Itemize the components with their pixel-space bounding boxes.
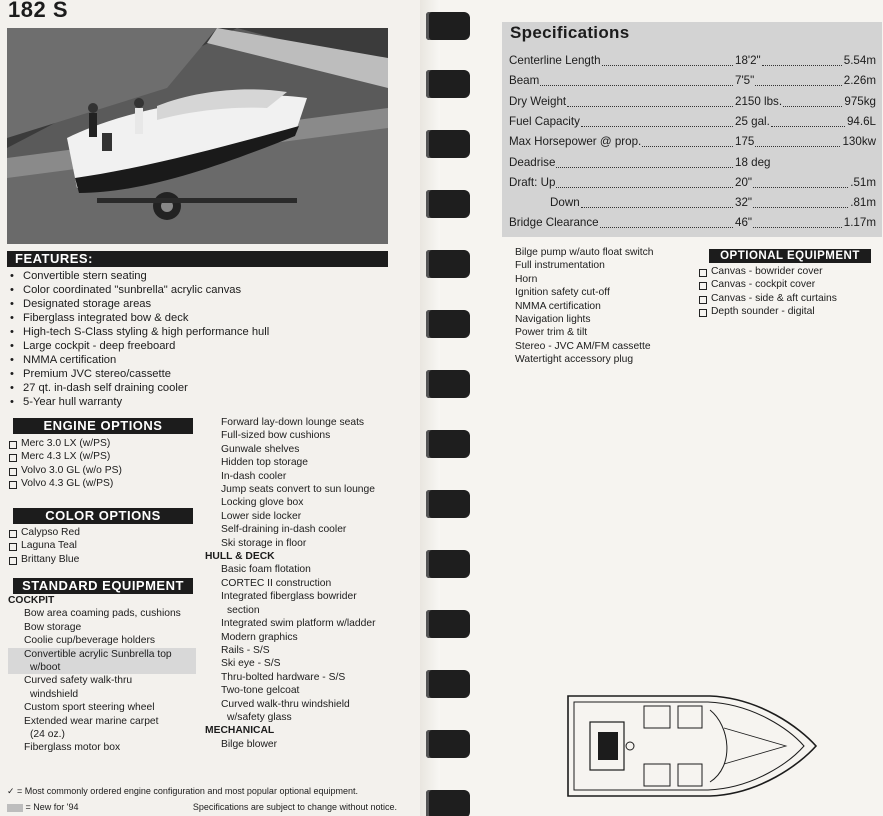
features-heading: FEATURES: (7, 251, 388, 267)
color-option-item: Calypso Red (7, 526, 207, 539)
spec-metric-value: 130kw (842, 135, 876, 149)
feature-item: • NMMA certification (7, 353, 407, 367)
standard-equipment-item: Ski storage in floor (221, 537, 307, 549)
dot-leader (753, 216, 842, 228)
dot-leader (642, 135, 733, 147)
standard-equipment-item: Curved walk-thru windshield (221, 698, 350, 710)
standard-equipment-item: HULL & DECK (205, 551, 275, 563)
feature-item: • Fiberglass integrated bow & deck (7, 311, 407, 325)
spec-us-value: 18 deg (735, 155, 771, 169)
spec-metric-value: 1.17m (843, 216, 876, 230)
feature-item: • 5-Year hull warranty (7, 395, 407, 409)
standard-equipment-item: Bow area coaming pads, cushions (24, 608, 181, 620)
spec-us-value: 2150 lbs. (735, 94, 783, 108)
spec-metric-value: 94.6L (846, 114, 876, 128)
spec-row (509, 193, 876, 213)
standard-equipment-item: Navigation lights (515, 314, 591, 326)
dot-leader (600, 216, 733, 228)
spec-us-value: 18'2" (735, 54, 761, 67)
spec-metric-value: .51m (850, 175, 876, 189)
dot-leader (771, 115, 845, 127)
spec-row (509, 132, 876, 152)
standard-equipment-item: Watertight accessory plug (515, 354, 634, 366)
spec-row (509, 71, 876, 91)
binding-ring (426, 130, 470, 158)
spec-label: Fuel Capacity (509, 114, 580, 128)
engine-options-list (7, 437, 207, 491)
standard-equipment-item: Custom sport steering wheel (24, 702, 155, 714)
standard-equipment-col2 (205, 416, 405, 751)
standard-equipment-item: NMMA certification (515, 300, 601, 312)
standard-equipment-item: w/boot (8, 661, 196, 674)
dot-leader (755, 74, 842, 86)
standard-equipment-col3 (515, 246, 654, 367)
spec-row (509, 112, 876, 132)
dot-leader (753, 176, 848, 188)
standard-equipment-item: Integrated fiberglass bowrider (221, 591, 357, 603)
standard-equipment-item: Modern graphics (221, 631, 298, 643)
spec-label: Dry Weight (509, 94, 567, 108)
spec-label: Draft: Up (509, 175, 556, 189)
spec-us-value: 46" (735, 216, 753, 230)
standard-equipment-item: COCKPIT (8, 595, 55, 606)
specifications-box (502, 22, 882, 237)
optional-equipment-item: Canvas - bowrider cover (697, 265, 877, 278)
standard-equipment-item: Coolie cup/beverage holders (24, 635, 156, 647)
binding-ring (426, 370, 470, 398)
spec-metric-value: 975kg (844, 94, 876, 108)
standard-equipment-item: Convertible acrylic Sunbrella top (8, 648, 196, 661)
standard-equipment-item: Locking glove box (221, 497, 304, 509)
binding-ring (426, 190, 470, 218)
feature-item: • Premium JVC stereo/cassette (7, 367, 407, 381)
standard-equipment-item: Extended wear marine carpet (24, 715, 159, 727)
optional-equipment-heading: OPTIONAL EQUIPMENT (709, 249, 871, 263)
feature-item: • High-tech S-Class styling & high performance hull (7, 325, 407, 339)
color-option-item: Laguna Teal (7, 539, 207, 552)
binding-ring (426, 12, 470, 40)
standard-equipment-item: Thru-bolted hardware - S/S (221, 671, 346, 683)
standard-equipment-item: Ski eye - S/S (221, 658, 281, 670)
standard-equipment-item: In-dash cooler (221, 470, 287, 482)
standard-equipment-item: Two-tone gelcoat (221, 685, 300, 697)
binding-ring (426, 670, 470, 698)
spec-us-value: 175 (735, 135, 755, 149)
standard-equipment-item: Gunwale shelves (221, 443, 300, 455)
standard-equipment-item: CORTEC II construction (221, 577, 332, 589)
standard-equipment-item: Basic foam flotation (221, 564, 311, 576)
standard-equipment-item: Integrated swim platform w/ladder (221, 618, 376, 630)
dot-leader (602, 54, 733, 66)
new-swatch (7, 804, 23, 812)
binding-ring (426, 250, 470, 278)
standard-equipment-item: Forward lay-down lounge seats (221, 417, 365, 428)
standard-equipment-item: Full instrumentation (515, 260, 605, 272)
optional-equipment-item: Depth sounder - digital (697, 305, 877, 318)
optional-equipment-item: Canvas - cockpit cover (697, 278, 877, 291)
binding-ring (426, 70, 470, 98)
standard-equipment-col1 (8, 594, 196, 755)
standard-equipment-item: Bilge blower (221, 738, 278, 750)
spec-us-value: 20" (735, 175, 753, 189)
spec-label: Beam (509, 74, 540, 88)
spec-row (509, 213, 876, 233)
standard-equipment-item: (24 oz.) (30, 729, 65, 741)
spec-metric-value: .81m (850, 196, 876, 210)
spec-label: Max Horsepower @ prop. (509, 135, 642, 149)
features-list (7, 269, 407, 409)
spec-row (509, 153, 876, 173)
engine-option-item: Merc 4.3 LX (w/PS) (7, 450, 207, 463)
dot-leader (783, 95, 842, 107)
footnote-notice: Specifications are subject to change without notice. (192, 802, 397, 812)
feature-item: • 27 qt. in-dash self draining cooler (7, 381, 407, 395)
binding-ring (426, 490, 470, 518)
boat-photo (7, 28, 388, 244)
spec-row (509, 51, 876, 71)
feature-item: • Designated storage areas (7, 297, 407, 311)
standard-equipment-item: Power trim & tilt (515, 327, 588, 339)
standard-equipment-item: Full-sized bow cushions (221, 430, 331, 442)
dot-leader (567, 95, 733, 107)
standard-equipment-item: Bow storage (24, 621, 82, 633)
dot-leader (755, 135, 840, 147)
standard-equipment-heading: STANDARD EQUIPMENT (13, 578, 193, 594)
engine-option-item: Merc 3.0 LX (w/PS) (7, 437, 207, 450)
standard-equipment-item: w/safety glass (227, 711, 292, 723)
feature-item: • Large cockpit - deep freeboard (7, 339, 407, 353)
binding-ring (426, 310, 470, 338)
spec-metric-value: 2.26m (843, 74, 876, 88)
color-options-list (7, 526, 207, 566)
engine-option-item: Volvo 4.3 GL (w/PS) (7, 477, 207, 490)
standard-equipment-item: section (227, 604, 260, 616)
footnote-popular: ✓ = Most commonly ordered engine configuration and most popular optional equipment. (7, 786, 358, 796)
engine-options-heading: ENGINE OPTIONS (13, 418, 193, 434)
standard-equipment-item: Fiberglass motor box (24, 742, 121, 754)
spec-us-value: 7'5" (735, 74, 755, 88)
spec-row (509, 92, 876, 112)
standard-equipment-item: Stereo - JVC AM/FM cassette (515, 340, 651, 352)
spec-us-value: 25 gal. (735, 114, 770, 128)
standard-equipment-item: Rails - S/S (221, 644, 270, 656)
binding-ring (426, 730, 470, 758)
dot-leader (556, 176, 733, 188)
engine-option-item: Volvo 3.0 GL (w/o PS) (7, 464, 207, 477)
standard-equipment-item: Curved safety walk-thru (24, 675, 133, 687)
feature-item: • Color coordinated "sunbrella" acrylic canvas (7, 283, 407, 297)
dot-leader (556, 156, 733, 168)
binding-ring (426, 550, 470, 578)
binding-ring (426, 610, 470, 638)
color-option-item: Brittany Blue (7, 553, 207, 566)
footnote-legend (7, 802, 397, 813)
specifications-heading: Specifications (510, 23, 630, 42)
dot-leader (762, 54, 842, 66)
standard-equipment-item: MECHANICAL (205, 725, 275, 737)
feature-item: • Convertible stern seating (7, 269, 407, 283)
spec-label: Deadrise (509, 155, 556, 169)
standard-equipment-item: Horn (515, 273, 538, 285)
dot-leader (540, 74, 733, 86)
standard-equipment-item: windshield (30, 688, 79, 700)
dot-leader (581, 196, 733, 208)
standard-equipment-item: Lower side locker (221, 510, 302, 522)
standard-equipment-item: Ignition safety cut-off (515, 287, 610, 299)
color-options-heading: COLOR OPTIONS (13, 508, 193, 524)
spec-row (509, 173, 876, 193)
model-title: 182 S (8, 0, 68, 22)
standard-equipment-item: Jump seats convert to sun lounge (221, 484, 375, 496)
standard-equipment-item: Hidden top storage (221, 457, 309, 469)
binding-ring (426, 790, 470, 816)
spec-metric-value: 5.54m (843, 54, 876, 67)
spec-label: Down (550, 196, 580, 210)
dot-leader (581, 115, 733, 127)
footnote-new-label: = New for '94 (25, 802, 79, 812)
standard-equipment-item: Bilge pump w/auto float switch (515, 247, 654, 258)
dot-leader (753, 196, 848, 208)
optional-equipment-item: Canvas - side & aft curtains (697, 292, 877, 305)
spec-label: Centerline Length (509, 54, 601, 67)
optional-equipment-list (697, 265, 877, 319)
spec-us-value: 32" (735, 196, 753, 210)
binding-ring (426, 430, 470, 458)
standard-equipment-item: Self-draining in-dash cooler (221, 524, 347, 536)
boat-top-view-drawing (560, 688, 822, 804)
spec-label: Bridge Clearance (509, 216, 599, 230)
